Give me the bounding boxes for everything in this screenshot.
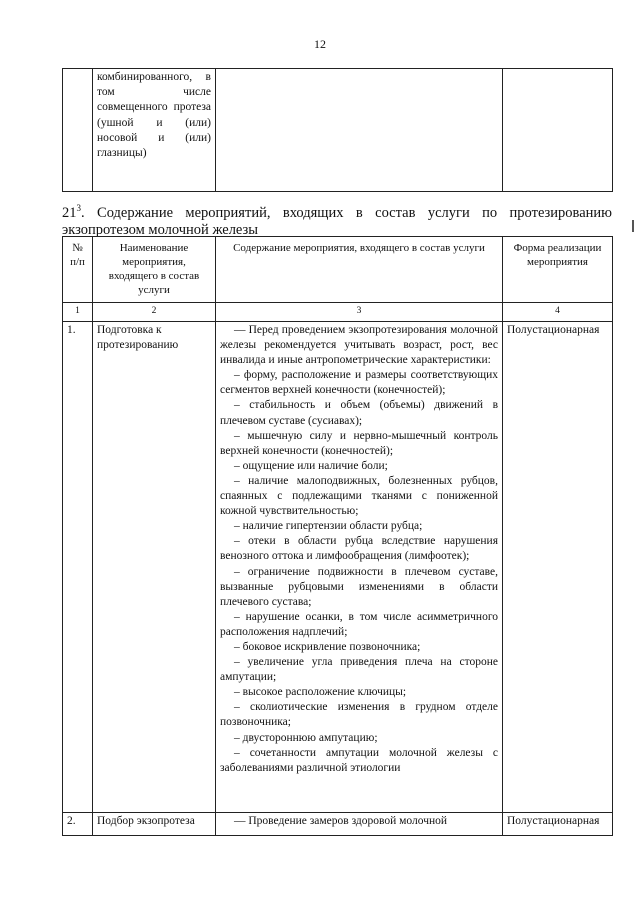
row-name: Подготовка к протезированию [93,322,216,813]
prev-cell-content [216,69,503,192]
header-number: № п/п [63,237,93,303]
header-content: Содержание мероприятия, входящего в состав услуги [216,237,503,303]
previous-table-continuation [62,68,613,192]
content-line: – наличие малоподвижных, болезненных рубцов, спаянных с подлежащими тканями с пониженной кожной чувствительностью; [220,474,498,518]
col-number-4: 4 [503,303,613,322]
column-number-row [63,303,613,322]
content-line: – боковое искривление позвоночника; [234,640,421,653]
section-number: 21 [62,204,77,221]
section-title [62,200,612,239]
content-line: – отеки в области рубца вследствие нарушения венозного оттока и лимфообращения (лимфоотек); [220,535,498,563]
prev-cell-num [63,69,93,192]
content-line: – сочетанности ампутации молочной железы с заболеваниями различной этиологии [220,746,498,774]
row-form: Полустационарная [503,813,613,836]
content-line: – двустороннюю ампутацию; [234,731,378,744]
header-form: Форма реализации мероприятия [503,237,613,303]
content-line: – увеличение угла приведения плеча на стороне ампутации; [220,656,498,684]
content-line: – ощущение или наличие боли; [234,459,388,472]
row-name: Подбор экзопротеза [93,813,216,836]
section-title-text: . Содержание мероприятий, входящих в состав услуги по протезированию экзопротезом молочной железы [62,204,612,238]
content-line: – нарушение осанки, в том числе асимметричного расположения надплечий; [220,610,498,638]
content-line: – сколиотические изменения в грудном отделе позвоночника; [220,701,498,729]
col-number-3: 3 [216,303,503,322]
row-content [216,322,503,813]
content-line: — Проведение замеров здоровой молочной [234,815,448,827]
content-line: – форму, расположение и размеры соответствующих сегментов верхней конечности (конечностей); [220,369,498,397]
table-row [63,322,613,813]
page-number: 12 [314,37,326,51]
col-number-1: 1 [63,303,93,322]
content-line: – высокое расположение ключицы; [234,686,407,699]
scan-edge-mark [632,220,634,232]
col-number-2: 2 [93,303,216,322]
content-line: – стабильность и объем (объемы) движений в плечевом суставе (сусиавах); [220,399,498,427]
row-number: 2. [63,813,93,836]
content-line: — Перед проведением экзопротезирования молочной железы рекомендуется учитывать возраст, рост, вес инвалида и иные антропометрические характеристики: [220,324,498,367]
row-content [216,813,503,836]
table-row [63,813,613,836]
section-superscript: 3 [76,203,81,213]
measures-table [62,236,613,836]
prev-cell-form [503,69,613,192]
content-line: – ограничение подвижности в плечевом суставе, вызванные рубцовыми изменениями в области плечевого сустава; [220,565,498,608]
content-line: – наличие гипертензии области рубца; [234,520,423,533]
table-header-row [63,237,613,303]
prev-cell-text: комбинированного, в том числе совмещенного протеза (ушной и (или) носовой и (или) глазницы) [97,71,211,160]
content-line: – мышечную силу и нервно-мышечный контроль верхней конечности (конечностей); [220,429,498,457]
prev-cell-name [93,69,216,192]
row-number: 1. [63,322,93,813]
header-name: Наименование мероприятия, входящего в состав услуги [93,237,216,303]
row-form: Полустационарная [503,322,613,813]
